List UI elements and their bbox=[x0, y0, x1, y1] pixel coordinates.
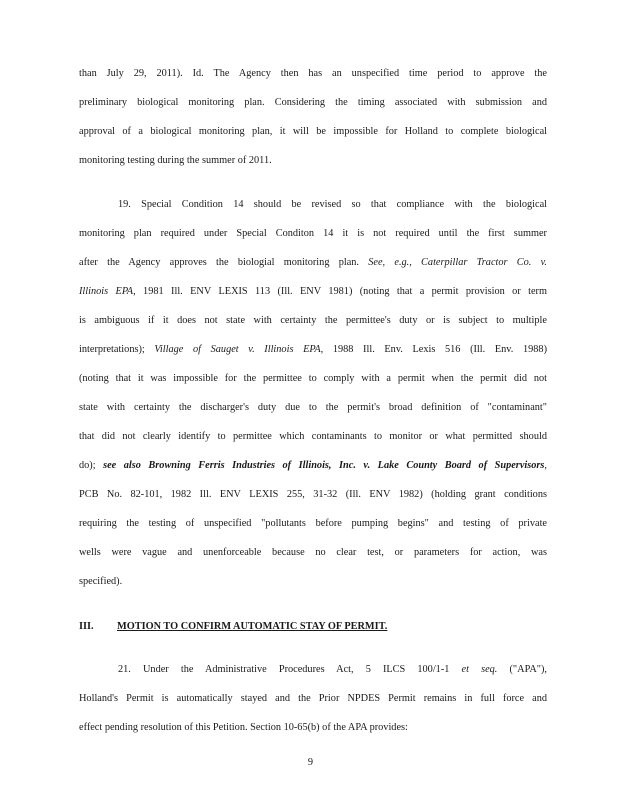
page-number: 9 bbox=[307, 757, 314, 768]
paragraph-19-line-13: wells were vague and unenforceable because no clear test, or parameters for action, was bbox=[79, 547, 547, 558]
paragraph-19-line-12: requiring the testing of unspecified "pollutants before pumping begins" and testing of private bbox=[79, 518, 547, 529]
paragraph-19-line-6-rest: , 1988 Ill. Env. Lexis 516 (Ill. Env. 1988) bbox=[320, 344, 547, 355]
paragraph-19-line-5: is ambiguous if it does not state with certainty the permittee's duty or is subject to multiple bbox=[79, 315, 547, 326]
paragraph-19-line-10-end: , bbox=[544, 460, 547, 471]
paragraph-19-line-10-text: do); bbox=[79, 460, 104, 471]
case-citation-caterpillar: See, e.g., Caterpillar Tractor Co. v. bbox=[368, 257, 547, 268]
paragraph-19-line-11: PCB No. 82-101, 1982 Ill. ENV LEXIS 255, 31-32 (Ill. ENV 1982) (holding grant conditions bbox=[79, 489, 547, 500]
paragraph-19-line-8: state with certainty the discharger's duty due to the permit's broad definition of "contaminant" bbox=[79, 402, 547, 413]
case-citation-illinois-epa: Illinois EPA bbox=[79, 286, 134, 297]
paragraph-19-line-6-text: interpretations); bbox=[79, 344, 155, 355]
paragraph-21-line-2: Holland's Permit is automatically stayed and the Prior NPDES Permit remains in full force and bbox=[79, 693, 547, 704]
paragraph-21-line-3: effect pending resolution of this Petition. Section 10-65(b) of the APA provides: bbox=[79, 722, 408, 733]
paragraph-19-line-2: monitoring plan required under Special Conditon 14 it is not required until the first summer bbox=[79, 228, 547, 239]
case-citation-village-of-sauget: Village of Sauget v. Illinois EPA bbox=[154, 344, 321, 355]
section-heading bbox=[79, 620, 387, 634]
section-number: III. bbox=[79, 621, 94, 632]
paragraph-19-line-3-text: after the Agency approves the biologial monitoring plan. bbox=[79, 257, 369, 268]
citation-et-seq: et seq. bbox=[461, 664, 498, 675]
paragraph-19-line-1: 19. Special Condition 14 should be revised so that compliance with the biological bbox=[118, 199, 547, 210]
paragraph-19-line-3 bbox=[79, 256, 547, 270]
paragraph-19-line-6 bbox=[79, 343, 547, 357]
case-citation-browning-ferris: see also Browning Ferris Industries of Illinois, Inc. v. Lake County Board of Supervisors bbox=[103, 460, 545, 471]
section-title: MOTION TO CONFIRM AUTOMATIC STAY OF PERMIT. bbox=[117, 621, 388, 632]
paragraph-21-line-1 bbox=[118, 663, 547, 677]
paragraph-19-line-4 bbox=[79, 285, 547, 299]
paragraph-continuation-line-4: monitoring testing during the summer of 2011. bbox=[79, 155, 272, 166]
paragraph-19-line-7: (noting that it was impossible for the permittee to comply with a permit when the permit did not bbox=[79, 373, 547, 384]
paragraph-21-line-1-text: 21. Under the Administrative Procedures Act, 5 ILCS 100/1-1 bbox=[118, 664, 462, 675]
paragraph-19-line-4-text: , 1981 Ill. ENV LEXIS 113 (Ill. ENV 1981) (noting that a permit provision or term bbox=[133, 286, 547, 297]
paragraph-19-line-9: that did not clearly identify to permittee which contaminants to monitor or what permitted should bbox=[79, 431, 547, 442]
paragraph-continuation-line-3: approval of a biological monitoring plan, it will be impossible for Holland to complete biological bbox=[79, 126, 547, 137]
paragraph-continuation-line-2: preliminary biological monitoring plan. Considering the timing associated with submission and bbox=[79, 97, 547, 108]
paragraph-continuation-line-1: than July 29, 2011). Id. The Agency then has an unspecified time period to approve the bbox=[79, 68, 547, 79]
paragraph-19-line-10 bbox=[79, 459, 547, 473]
paragraph-19-line-14: specified). bbox=[79, 576, 123, 587]
paragraph-21-line-1-rest: ("APA"), bbox=[497, 664, 547, 675]
